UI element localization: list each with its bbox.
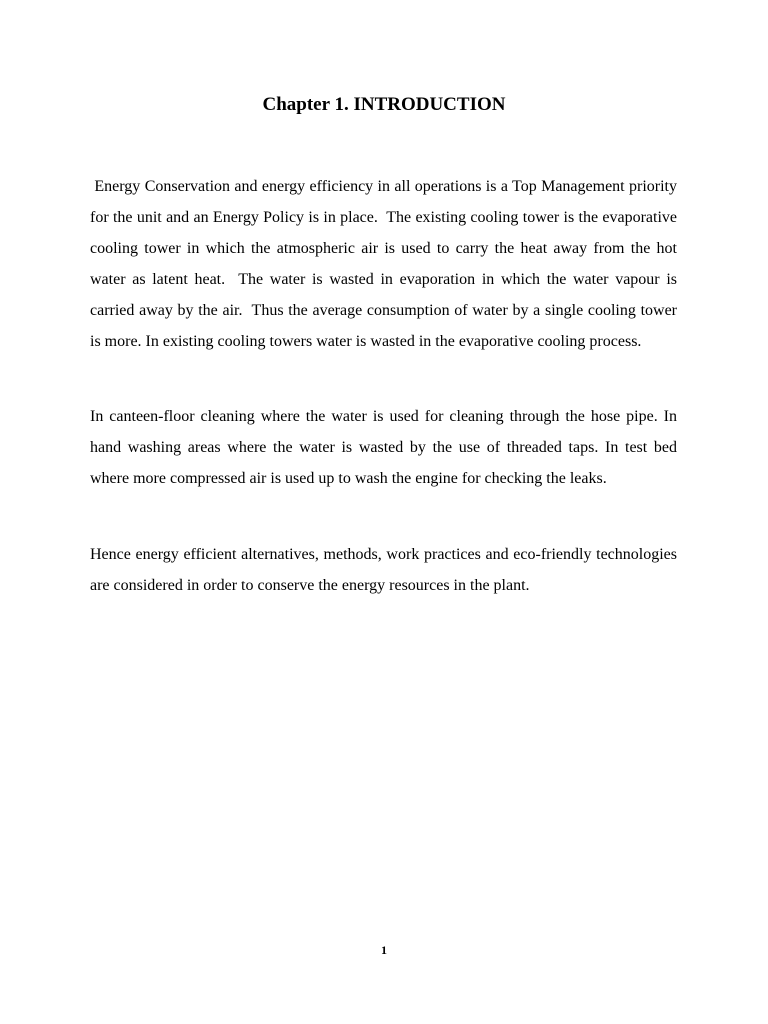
chapter-title: Chapter 1. INTRODUCTION bbox=[262, 94, 506, 115]
paragraph-canteen-cleaning: In canteen-floor cleaning where the water is used for cleaning through the hose pipe. In hand washing areas where the water is wasted by the use of threaded taps. In test bed where more compressed air is used up to wash the engine for checking the leaks. bbox=[90, 408, 677, 487]
page-number: 1 bbox=[381, 943, 387, 957]
paragraph-energy-conservation: Energy Conservation and energy efficiency in all operations is a Top Management priority for the unit and an Energy Policy is in place. The existing cooling tower is the evaporative cooling tower in which the atmospheric air is used to carry the heat away from the hot water as latent heat. The water is wasted in evaporation in which the water vapour is carried away by the air. Thus the average consumption of water by a single cooling tower is more. In existing cooling towers water is wasted in the evaporative cooling process. bbox=[90, 178, 682, 350]
paragraph-energy-alternatives: Hence energy efficient alternatives, methods, work practices and eco-friendly technologies are considered in order to conserve the energy resources in the plant. bbox=[90, 546, 677, 594]
